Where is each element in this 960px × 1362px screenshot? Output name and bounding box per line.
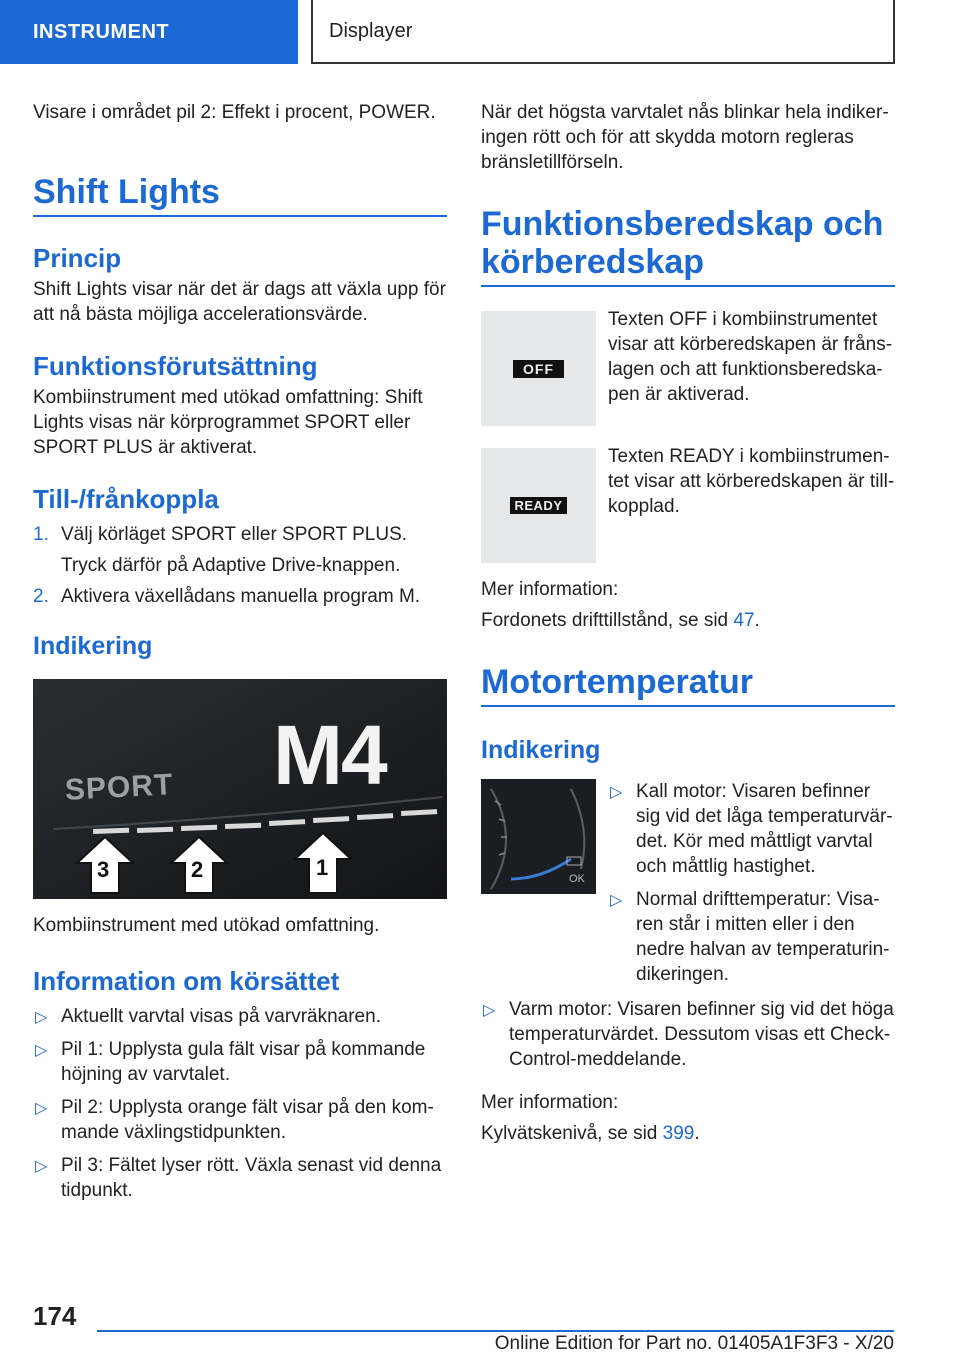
list-item bbox=[608, 887, 895, 987]
toggle-heading: Till-/frånkoppla bbox=[33, 484, 219, 514]
off-text: Texten OFF i kombiinstrumentet visar att körberedskapen är frånslagen och att funktionsberedskapen är aktiverad. bbox=[608, 309, 893, 405]
step-number: 1. bbox=[33, 524, 49, 545]
page-number: 174 bbox=[33, 1301, 77, 1331]
triangle-bullet-icon: ▷ bbox=[35, 1158, 48, 1175]
off-row bbox=[481, 311, 895, 426]
list-item-text: Kall motor: Visaren befinner sig vid det låga temperaturvärdet. Kör med måttligt varvtal och måttlig hastighet. bbox=[636, 781, 893, 877]
shift-lights-heading: Shift Lights bbox=[33, 173, 447, 217]
arrow-label-3: 3 bbox=[97, 857, 110, 882]
list-item bbox=[481, 997, 895, 1072]
funktion-heading: Funktionsförutsättning bbox=[33, 351, 318, 381]
step-item bbox=[33, 584, 447, 609]
step-number: 2. bbox=[33, 586, 49, 607]
ready-row bbox=[481, 448, 895, 563]
info-list bbox=[33, 1004, 447, 1203]
steps-list bbox=[33, 522, 447, 609]
triangle-bullet-icon: ▷ bbox=[610, 892, 623, 909]
triangle-bullet-icon: ▷ bbox=[610, 784, 623, 801]
intro-text: Visare i området pil 2: Effekt i procent, POWER. bbox=[33, 102, 436, 123]
temp-list-wide bbox=[481, 997, 895, 1072]
ready-image bbox=[481, 448, 596, 563]
step-text: Välj körläget SPORT eller SPORT PLUS. bbox=[61, 524, 408, 545]
triangle-bullet-icon: ▷ bbox=[483, 1002, 496, 1019]
step-subtext: Tryck därför på Adaptive Drive-knappen. bbox=[61, 555, 401, 576]
more-info-ref: Fordonets drifttillstånd, se sid 47. bbox=[481, 610, 760, 631]
more-info-label: Mer information: bbox=[481, 579, 619, 600]
more-info-label-2: Mer information: bbox=[481, 1092, 619, 1113]
footer-edition: Online Edition for Part no. 01405A1F3F3 - X/20 bbox=[494, 1333, 894, 1354]
sport-label: SPORT bbox=[64, 768, 175, 807]
cluster-caption: Kombiinstrument med utökad omfattning. bbox=[33, 915, 380, 936]
temp-row bbox=[481, 779, 895, 987]
funktion-text: Kombiinstrument med utökad omfattning: Shift Lights visas när körprogrammet SPORT eller SPORT PLUS är aktiverat. bbox=[33, 387, 423, 458]
list-item bbox=[33, 1153, 447, 1203]
motortemperatur-heading: Motortemperatur bbox=[481, 663, 895, 707]
list-item-text: Aktuellt varvtal visas på varvräknaren. bbox=[61, 1006, 381, 1027]
list-item-text: Varm motor: Visaren befinner sig vid det höga temperaturvärdet. Dessutom visas ett Check-Control-meddelande. bbox=[509, 999, 894, 1070]
step-sub bbox=[33, 553, 447, 578]
step-text: Aktivera växellådans manuella program M. bbox=[61, 586, 421, 607]
list-item-text: Pil 2: Upplysta orange fält visar på den kommande växlingstidpunkten. bbox=[61, 1097, 434, 1143]
triangle-bullet-icon: ▷ bbox=[35, 1009, 48, 1026]
off-badge: OFF bbox=[513, 360, 564, 378]
step-item bbox=[33, 522, 447, 547]
list-item-text: Normal drifttemperatur: Visaren står i mitten eller i den nedre halvan av temperaturindikeringen. bbox=[636, 889, 890, 985]
right-column bbox=[481, 100, 895, 1146]
more-info-ref-2: Kylvätskenivå, se sid 399. bbox=[481, 1123, 700, 1144]
temp-gauge-image bbox=[481, 779, 596, 894]
ready-text: Texten READY i kombiinstrumentet visar att körberedskapen är tillkopplad. bbox=[608, 446, 895, 517]
list-item bbox=[608, 779, 895, 879]
right-intro-text: När det högsta varvtalet nås blinkar hela indikeringen rött och för att skydda motorn regleras bränsletillförseln. bbox=[481, 102, 889, 173]
list-item-text: Pil 3: Fältet lyser rött. Växla senast vid denna tidpunkt. bbox=[61, 1155, 442, 1201]
princip-heading: Princip bbox=[33, 243, 122, 273]
more-info-text: Kylvätskenivå, se sid bbox=[481, 1123, 658, 1144]
chapter-title: Displayer bbox=[311, 0, 895, 64]
footer-divider bbox=[97, 1330, 894, 1332]
cluster-image bbox=[33, 679, 447, 899]
arrow-label-2: 2 bbox=[191, 857, 204, 882]
more-info-text: Fordonets drifttillstånd, se sid bbox=[481, 610, 729, 631]
princip-text: Shift Lights visar när det är dags att växla upp för att nå bästa möjliga accelerationsvärde. bbox=[33, 279, 446, 325]
triangle-bullet-icon: ▷ bbox=[35, 1042, 48, 1059]
temp-indikering-heading: Indikering bbox=[481, 736, 601, 764]
info-heading: Information om körsättet bbox=[33, 966, 340, 996]
list-item-text: Pil 1: Upplysta gula fält visar på kommande höjning av varvtalet. bbox=[61, 1039, 426, 1085]
ready-badge: READY bbox=[510, 497, 566, 514]
section-tab: INSTRUMENT bbox=[0, 0, 298, 64]
left-column bbox=[33, 100, 447, 1203]
page-link[interactable]: 399 bbox=[662, 1123, 695, 1144]
gauge-ok-label: OK bbox=[569, 873, 585, 885]
off-image bbox=[481, 311, 596, 426]
indikering-heading: Indikering bbox=[33, 632, 153, 660]
funktionsberedskap-heading: Funktionsberedskap och körberedskap bbox=[481, 205, 895, 287]
list-item bbox=[33, 1095, 447, 1145]
temp-list-narrow bbox=[608, 779, 895, 987]
page-link[interactable]: 47 bbox=[733, 610, 755, 631]
arrow-label-1: 1 bbox=[316, 855, 329, 880]
gear-label: M4 bbox=[273, 708, 386, 802]
triangle-bullet-icon: ▷ bbox=[35, 1100, 48, 1117]
list-item bbox=[33, 1004, 447, 1029]
list-item bbox=[33, 1037, 447, 1087]
